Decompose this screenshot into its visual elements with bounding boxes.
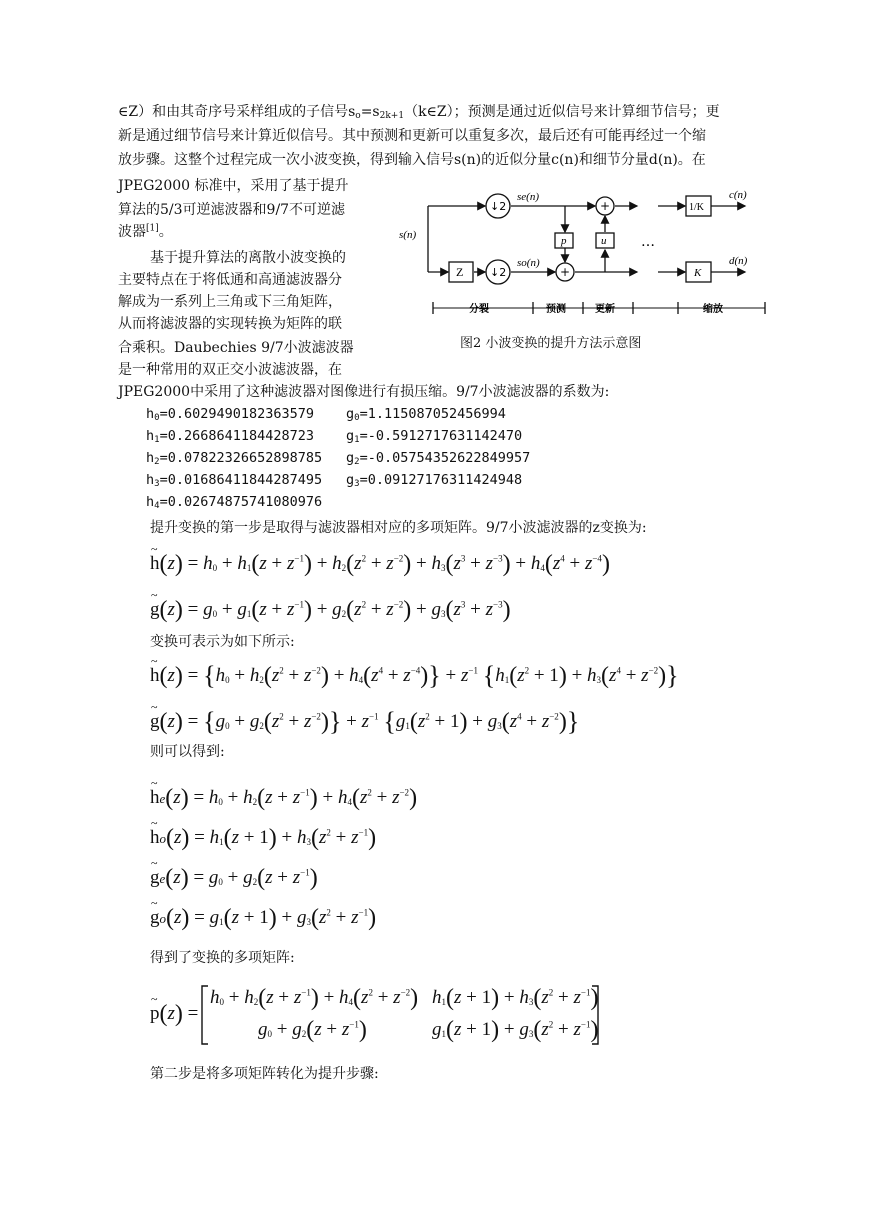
se-label: se(n) xyxy=(517,191,539,203)
matrix-entry-22: $g_1(z + 1) + g_3(z^2 + z^{-1})$ xyxy=(432,1017,599,1043)
equation-g-z: ~ $g(z) = g_0 + g_1(z + z^{-1}) + g_2(z^2 + z^{-2}) + g_3(z^3 + z^{-3})$ xyxy=(150,596,511,624)
plus-label: + xyxy=(560,265,571,279)
body-text-line: 解成为一系列上三角或下三角矩阵， xyxy=(118,294,342,310)
k-inverse-box-label: 1/K xyxy=(689,202,704,213)
u-box-label: u xyxy=(601,235,607,247)
equation-h-odd: ~ $ho(z) = h_1(z + 1) + h_3(z^2 + z^{-1})$ xyxy=(150,824,376,853)
coefficient-line: $h_4=0.02674875741080976$ xyxy=(146,494,323,511)
body-text-line: ∈Z）和由其奇序号采样组成的子信号$s_o=s_{2k+1}(k\in Z)$；预测是通过近似信号来计算细节信号；更 xyxy=(118,104,720,121)
plus-label: + xyxy=(600,199,611,213)
coefficient-line: $h_3=0.01686411844287495$ xyxy=(146,472,323,489)
downsample-label: ↓2 xyxy=(490,200,507,213)
coefficient-line: $h_0=0.6029490182363579$ xyxy=(146,406,314,423)
body-text-line: 算法的5/3可逆滤波器和9/7不可逆滤 xyxy=(118,202,346,218)
lifting-scheme-figure xyxy=(393,178,773,328)
body-text-line: 从而将滤波器的实现转换为矩阵的联 xyxy=(118,316,342,332)
body-text-line: JPEG2000 标准中，采用了基于提升 xyxy=(118,178,349,194)
body-text-line: 合乘积。Daubechies 9/7小波滤波器 xyxy=(118,340,354,356)
coefficient-line: $h_1=0.2668641184428723$ xyxy=(146,428,314,445)
body-text-line: 则可以得到: xyxy=(150,744,225,760)
citation: [1] xyxy=(146,223,159,234)
coefficient-line: $g_2=-0.05754352622849957$ xyxy=(346,450,531,467)
body-text-line: 放步骤。这整个过程完成一次小波变换，得到输入信号s(n)的近似分量c(n)和细节分量d(n)。在 xyxy=(118,152,706,168)
body-text-line: 得到了变换的多项矩阵: xyxy=(150,950,295,966)
body-text-line: JPEG2000中采用了这种滤波器对图像进行有损压缩。9/7小波滤波器的系数为: xyxy=(118,384,610,400)
equation-polyphase-matrix: ~ p(z) = xyxy=(150,1000,198,1028)
matrix-entry-12: $h_1(z + 1) + h_3(z^2 + z^{-1})$ xyxy=(432,985,599,1011)
matrix-entry-11: $h_0 + h_2(z + z^{-1}) + h_4(z^2 + z^{-2})$ xyxy=(210,985,419,1011)
matrix-entry-21: $g_0 + g_2(z + z^{-1})$ xyxy=(258,1017,367,1043)
so-label: so(n) xyxy=(517,257,540,269)
body-text-line: 主要特点在于将低通和高通滤波器分 xyxy=(118,272,342,288)
stage-label: 更新 xyxy=(595,304,615,315)
body-text-line: 基于提升算法的离散小波变换的 xyxy=(150,250,346,266)
coefficient-line: $g_3=0.09127176311424948$ xyxy=(346,472,523,489)
coefficient-line: $h_2=0.07822326652898785$ xyxy=(146,450,323,467)
p-box-label: p xyxy=(561,235,567,247)
body-text-line: 是一种常用的双正交小波滤波器，在 xyxy=(118,362,342,378)
downsample-label: ↓2 xyxy=(490,266,507,279)
stage-label: 缩放 xyxy=(703,304,723,315)
body-text-line: 波器[1]。 xyxy=(118,223,173,240)
equation-h-z: ~ $h(z) = h_0 + h_1(z + z^{-1}) + h_2(z^2 + z^{-2}) + h_3(z^3 + z^{-3}) + h_4(z^4 + z^{-4})$ xyxy=(150,550,610,578)
equation-g-even: ~ $ge(z) = g_0 + g_2(z + z^{-1})$ xyxy=(150,864,318,893)
body-text-line: 变换可表示为如下所示: xyxy=(150,634,295,650)
equation-g-split: ~ $g(z) = \{g_0 + g_2(z^2 + z^{-2})\} + z^{-1}$ $\{g_1(z^2 + 1) + g_3(z^4 + z^{-2})\}$ xyxy=(150,708,579,736)
stage-label: 分裂 xyxy=(469,304,489,315)
z-box-label: Z xyxy=(456,265,464,279)
coefficient-line: $g_1=-0.5912717631142470$ xyxy=(346,428,523,445)
coefficient-line: $g_0=1.115087052456994$ xyxy=(346,406,506,423)
body-text-line: 新是通过细节信号来计算近似信号。其中预测和更新可以重复多次，最后还有可能再经过一个缩 xyxy=(118,128,706,144)
c-output-label: c(n) xyxy=(729,189,747,201)
k-box-label: K xyxy=(694,267,702,279)
equation-h-even: ~ $he(z) = h_0 + h_2(z + z^{-1}) + h_4(z^2 + z^{-2})$ xyxy=(150,784,417,813)
equation-h-split: ~ $h(z) = \{h_0 + h_2(z^2 + z^{-2}) + h_4(z^4 + z^{-4})\} + z^{-1}$ $\{h_1(z^2 + 1) + h_3(z^4 + z^{-2})\}$ xyxy=(150,662,679,690)
ellipsis: … xyxy=(641,234,655,250)
body-text-line: 提升变换的第一步是取得与滤波器相对应的多项矩阵。9/7小波滤波器的z变换为: xyxy=(150,520,647,536)
figure-caption: 图2 小波变换的提升方法示意图 xyxy=(460,336,642,351)
equation-g-odd: ~ $go(z) = g_1(z + 1) + g_3(z^2 + z^{-1})$ xyxy=(150,904,376,933)
d-output-label: d(n) xyxy=(729,255,748,267)
input-label: s(n) xyxy=(399,229,417,241)
body-text-line: 第二步是将多项矩阵转化为提升步骤: xyxy=(150,1066,379,1082)
stage-label: 预测 xyxy=(546,304,566,315)
